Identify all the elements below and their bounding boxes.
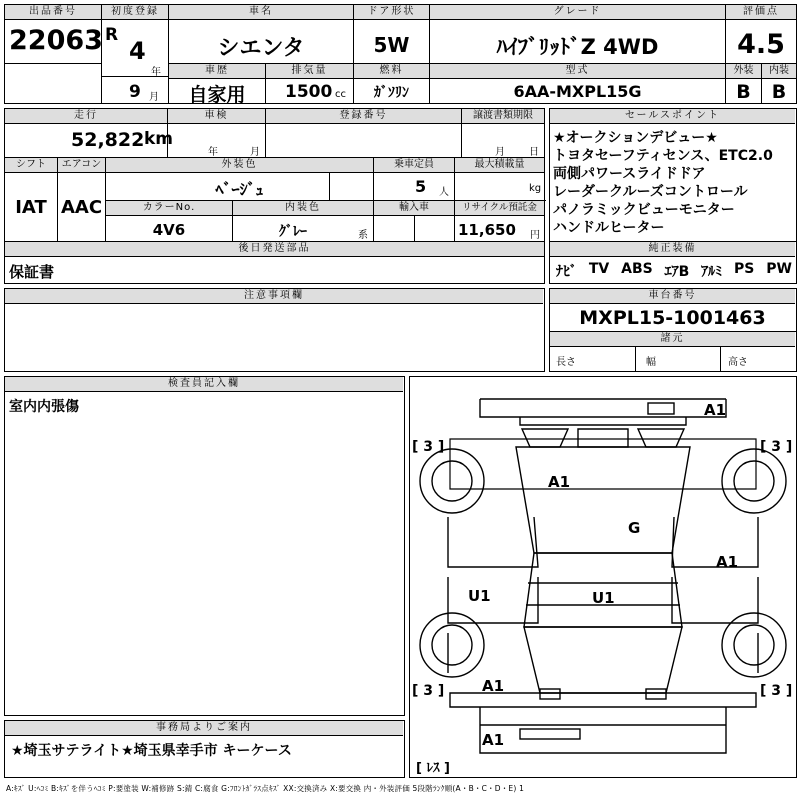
damage-diagram-box (409, 376, 797, 778)
mileage-unit: km (144, 129, 174, 149)
tire-rear-right: [ 3 ] (760, 683, 793, 699)
length-label: 長さ (556, 357, 576, 368)
interior-grade: B (771, 81, 787, 103)
exterior-grade: B (736, 81, 751, 103)
model: 6AA-MXPL15G (513, 82, 642, 101)
ac-label: エアコン (58, 158, 105, 173)
transfer-label: 譲渡書類期限 (462, 109, 544, 124)
mark-roof: G (628, 519, 641, 537)
int-color-unit: 系 (358, 230, 368, 241)
recycle-label: リサイクル預託金 (455, 201, 544, 216)
exterior-label: 外装 (726, 64, 761, 79)
tire-rear-left: [ 3 ] (412, 683, 445, 699)
mark-rear-left: A1 (482, 677, 505, 695)
color-no: 4V6 (152, 221, 186, 239)
import-label: 輸入車 (374, 201, 454, 216)
header-box (4, 4, 797, 104)
sales-points-box (549, 108, 797, 284)
max-load-label: 最大積載量 (455, 158, 544, 173)
office-box (4, 720, 405, 778)
displacement-unit: cc (335, 89, 346, 100)
mark-left-side: U1 (468, 587, 491, 605)
reg-month-unit: 月 (149, 92, 159, 103)
mark-front-bumper: A1 (704, 401, 727, 419)
displacement-label: 排気量 (266, 64, 353, 79)
int-color-label: 内装色 (233, 201, 373, 216)
max-load-unit: kg (529, 183, 542, 194)
equipment-item: ABS (621, 261, 653, 277)
sales-point-item: トヨタセーフティセンス、ETC2.0 (553, 148, 773, 164)
notes-box (4, 288, 545, 372)
height-label: 高さ (728, 357, 748, 368)
inspector-box (4, 376, 405, 716)
sales-points-list (553, 129, 795, 237)
equipment-item: ｱﾙﾐ (701, 264, 723, 280)
recycle-unit: 円 (530, 230, 540, 241)
interior-label: 内装 (762, 64, 796, 79)
int-color: ｸﾞﾚｰ (279, 224, 307, 240)
reg-year: 4 (129, 37, 146, 65)
car-name: シエンタ (217, 36, 305, 61)
reg-no-label: 登録番号 (266, 109, 461, 124)
score: 4.5 (737, 29, 785, 60)
mark-hood: A1 (548, 473, 571, 491)
capacity: 5 (415, 177, 427, 196)
sales-point-item: パノラミックビューモニター (553, 202, 735, 218)
history-label: 車歴 (169, 64, 265, 79)
width-label: 幅 (646, 357, 656, 368)
legend-text: A:ｷｽﾞ U:ﾍｺﾐ B:ｷｽﾞを伴うﾍｺﾐ P:要塗装 W:補修跡 S:錆 C:腐食 G:ﾌﾛﾝﾄｶﾞﾗｽ点ｷｽﾞ XX:交換済み X:要交換 内・外装評価 5段階ﾗﾝｸ順(A・B・C・D・E) 1 (6, 784, 525, 793)
mark-right-door: A1 (716, 553, 739, 571)
mileage-label: 走行 (5, 109, 167, 124)
equipment-item: ｴｱB (664, 264, 690, 280)
reg-year-unit: 年 (151, 67, 161, 78)
inspector-text: 室内内張傷 (9, 399, 79, 415)
shift-label: シフト (5, 158, 57, 173)
chassis-label: 車台番号 (550, 289, 795, 304)
office-label: 事務局よりご案内 (5, 721, 403, 736)
later-parts-label: 後日発送部品 (5, 242, 544, 257)
shift: IAT (15, 197, 47, 218)
inspection-label: 車検 (168, 109, 265, 124)
score-label: 評価点 (726, 5, 796, 20)
transfer-day-unit: 日 (529, 147, 539, 158)
equipment-item: PW (766, 261, 792, 277)
lot-number-label: 出品番号 (5, 5, 101, 20)
mark-rear-bumper: A1 (482, 731, 505, 749)
fuel: ｶﾞｿﾘﾝ (374, 85, 409, 101)
inspector-label: 検査員記入欄 (5, 377, 403, 392)
car-name-label: 車名 (169, 5, 353, 20)
ac: AAC (60, 197, 103, 218)
ext-color: ﾍﾞｰｼﾞｭ (215, 180, 264, 199)
spare-tire: [ ﾚｽ ] (416, 761, 450, 776)
chassis-number: MXPL15-1001463 (579, 307, 766, 329)
grade: ﾊｲﾌﾞﾘｯﾄﾞZ 4WD (496, 35, 659, 59)
equipment-label: 純正装備 (550, 242, 795, 257)
equipment-item: PS (734, 261, 755, 277)
equipment-item: ﾅﾋﾞ (556, 264, 577, 280)
tire-front-right: [ 3 ] (760, 439, 793, 455)
color-no-label: カラーNo. (106, 201, 232, 216)
recycle: 11,650 (458, 221, 516, 239)
sales-point-item: 両側パワースライドドア (553, 166, 706, 182)
car-outline-diagram (410, 377, 796, 777)
mileage: 52,822 (71, 129, 145, 151)
tire-front-left: [ 3 ] (412, 439, 445, 455)
model-label: 型式 (430, 64, 725, 79)
office-text: ★埼玉サテライト★埼玉県幸手市 キーケース (11, 743, 292, 759)
equipment-item: TV (588, 261, 610, 277)
transfer-month-unit: 月 (495, 147, 505, 158)
later-parts: 保証書 (9, 263, 55, 281)
mark-center: U1 (592, 589, 615, 607)
sales-point-item: ハンドルヒーター (553, 220, 665, 236)
specs-label: 諸元 (550, 332, 795, 347)
first-reg-label: 初度登録 (102, 5, 168, 20)
chassis-box (549, 288, 797, 372)
grade-label: グレード (430, 5, 725, 20)
ext-color-label: 外装色 (106, 158, 373, 173)
history: 自家用 (188, 84, 246, 106)
capacity-label: 乗車定員 (374, 158, 454, 173)
door-label: ドア形状 (354, 5, 429, 20)
sales-points-label: セールスポイント (550, 109, 795, 124)
spec-box (4, 108, 545, 284)
equipment-list (556, 261, 792, 281)
capacity-unit: 人 (439, 187, 449, 198)
notes-label: 注意事項欄 (5, 289, 543, 304)
displacement: 1500 (285, 82, 333, 102)
reg-month: 9 (129, 82, 141, 102)
sales-point-item: ★オークションデビュー★ (553, 130, 718, 146)
era-mark: R (105, 25, 119, 45)
sales-point-item: レーダークルーズコントロール (553, 184, 748, 200)
lot-number: 22063 (9, 25, 103, 56)
fuel-label: 燃料 (354, 64, 429, 79)
door: 5W (373, 33, 410, 57)
insp-month-unit: 月 (250, 147, 260, 158)
insp-year-unit: 年 (208, 147, 218, 158)
